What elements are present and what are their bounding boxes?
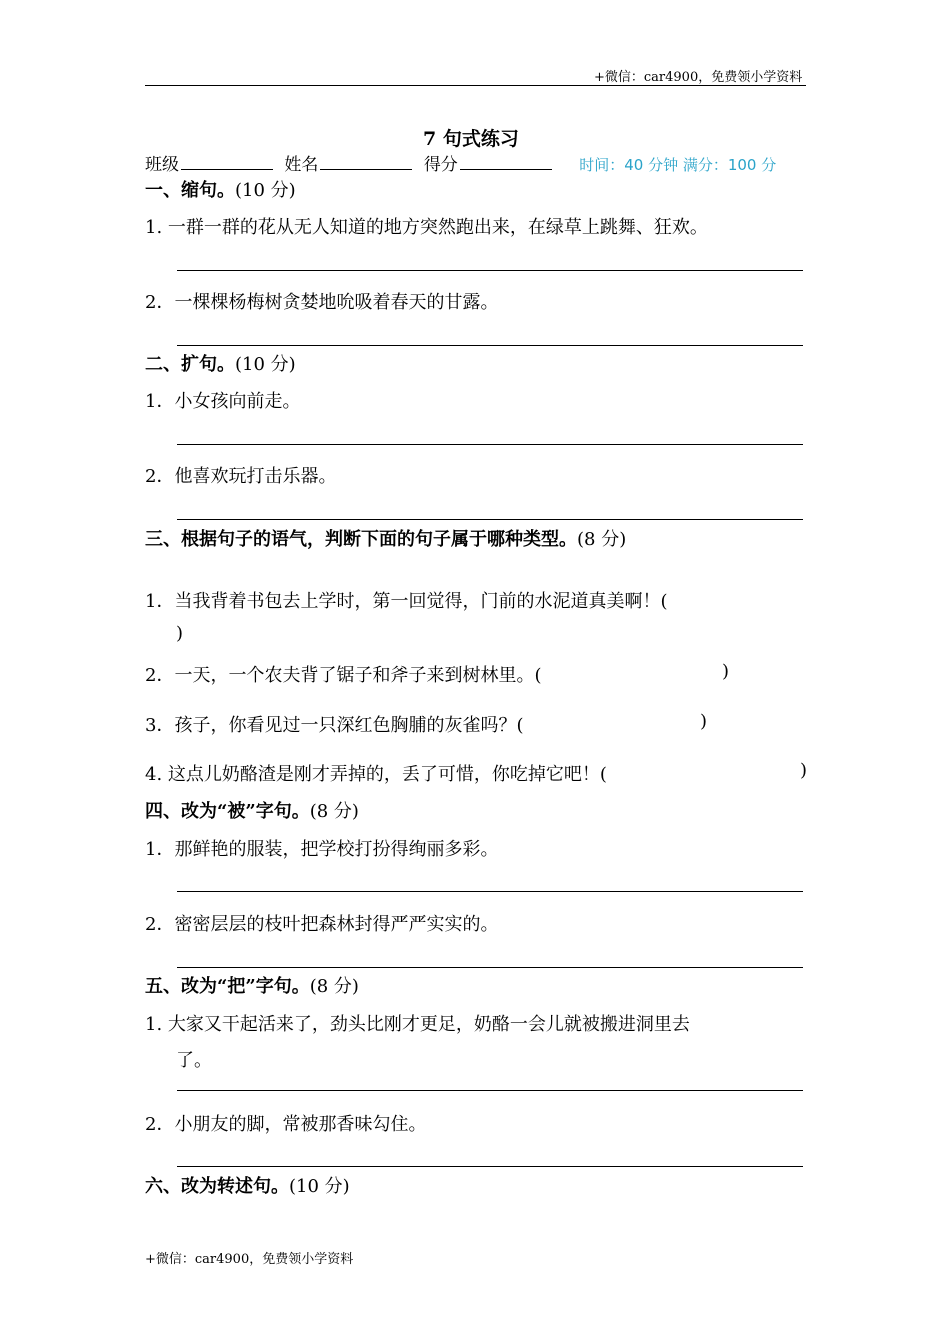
- section-5-title: 五、改为“把”字句。: [145, 976, 310, 997]
- name-blank[interactable]: [320, 153, 412, 170]
- section-2-points: (10 分): [235, 354, 296, 375]
- class-label: 班级: [145, 155, 179, 175]
- question-1-2: 2．一棵棵杨梅树贪婪地吮吸着春天的甘露。: [145, 292, 499, 313]
- score-label: 得分: [423, 155, 458, 175]
- question-4-2: 2．密密层层的枝叶把森林封得严严实实的。: [145, 914, 499, 935]
- question-4-1: 1．那鲜艳的服装，把学校打扮得绚丽多彩。: [145, 839, 499, 860]
- question-3-2-close-paren: ): [722, 661, 730, 682]
- answer-line[interactable]: [177, 345, 803, 346]
- answer-line[interactable]: [177, 270, 803, 271]
- header-rule: [145, 85, 806, 86]
- section-2-heading: [145, 350, 296, 376]
- answer-line[interactable]: [177, 967, 803, 968]
- time-info: 时间：40 分钟 满分：100 分: [579, 156, 777, 174]
- section-3-title: 三、根据句子的语气，判断下面的句子属于哪种类型。: [145, 529, 577, 550]
- section-4-title: 四、改为“被”字句。: [145, 801, 310, 822]
- section-4-heading: [145, 797, 359, 823]
- question-1-1: 1. 一群一群的花从无人知道的地方突然跑出来，在绿草上跳舞、狂欢。: [145, 217, 708, 238]
- class-blank[interactable]: [181, 153, 273, 170]
- question-2-1: 1．小女孩向前走。: [145, 391, 301, 412]
- question-3-3: 3．孩子，你看见过一只深红色胸脯的灰雀吗？(: [145, 715, 524, 736]
- section-3-points: (8 分): [577, 529, 627, 550]
- question-5-1-continued: 了。: [176, 1050, 212, 1071]
- section-4-points: (8 分): [309, 801, 359, 822]
- question-2-2: 2．他喜欢玩打击乐器。: [145, 466, 337, 487]
- section-5-points: (8 分): [309, 976, 359, 997]
- section-1-points: (10 分): [235, 180, 296, 201]
- section-3-heading: [145, 525, 626, 551]
- answer-line[interactable]: [177, 519, 803, 520]
- score-blank[interactable]: [460, 153, 552, 170]
- name-label: 姓名: [284, 155, 319, 175]
- section-6-title: 六、改为转述句。: [145, 1176, 289, 1197]
- answer-line[interactable]: [177, 891, 803, 892]
- question-5-2: 2．小朋友的脚，常被那香味勾住。: [145, 1114, 427, 1135]
- section-1-title: 一、缩句。: [145, 180, 235, 201]
- section-1-heading: [145, 176, 296, 202]
- header-note: +微信：car4900，免费领小学资料: [594, 70, 803, 85]
- section-6-points: (10 分): [289, 1176, 350, 1197]
- info-line: [145, 150, 776, 175]
- section-6-heading: [145, 1172, 350, 1198]
- answer-line[interactable]: [177, 1090, 803, 1091]
- question-3-3-close-paren: ): [700, 711, 708, 732]
- question-3-4: 4. 这点儿奶酪渣是刚才弄掉的，丢了可惜，你吃掉它吧！(: [145, 764, 607, 785]
- section-5-heading: [145, 972, 359, 998]
- question-3-1-close-paren: ): [176, 623, 184, 644]
- question-5-1: 1. 大家又干起活来了，劲头比刚才更足，奶酪一会儿就被搬进洞里去: [145, 1014, 690, 1035]
- page-title: 7 句式练习: [423, 128, 519, 150]
- question-3-4-close-paren: ): [800, 760, 808, 781]
- section-2-title: 二、扩句。: [145, 354, 235, 375]
- answer-line[interactable]: [177, 444, 803, 445]
- answer-line[interactable]: [177, 1166, 803, 1167]
- footer-note: +微信：car4900，免费领小学资料: [145, 1252, 354, 1267]
- question-3-1: 1．当我背着书包去上学时，第一回觉得，门前的水泥道真美啊！(: [145, 591, 668, 612]
- question-3-2: 2．一天，一个农夫背了锯子和斧子来到树林里。(: [145, 665, 542, 686]
